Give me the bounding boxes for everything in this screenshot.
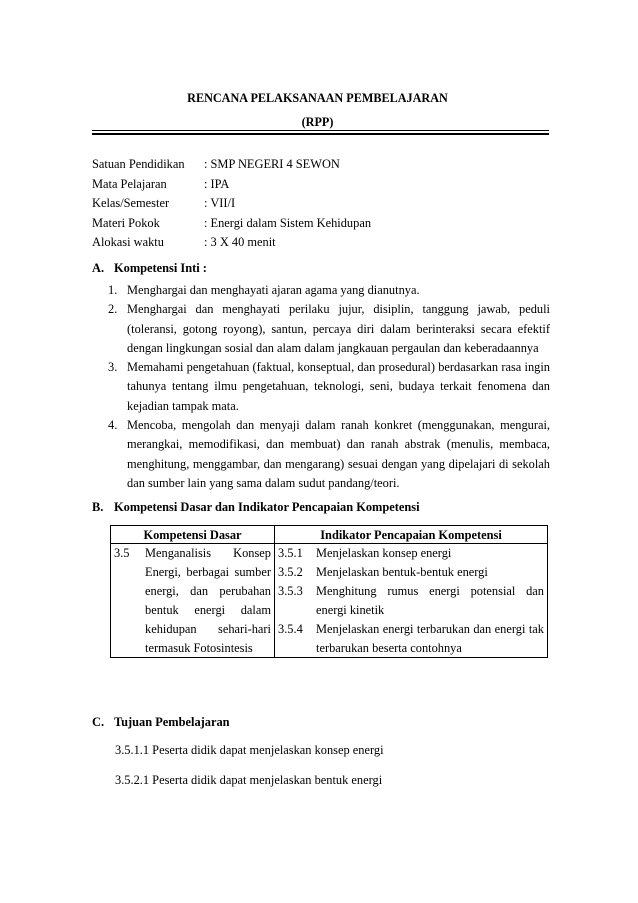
section-title: Kompetensi Inti : — [114, 261, 207, 275]
list-item — [108, 281, 550, 300]
info-label: Materi Pokok — [92, 215, 160, 230]
list-number: 1. — [108, 283, 118, 297]
table-cell-indikator — [278, 544, 544, 658]
competency-table — [110, 525, 548, 658]
list-item — [108, 300, 550, 358]
indicator-code: 3.5.3 — [278, 584, 303, 598]
table-cell-kompetensi-dasar — [114, 544, 271, 658]
indicator-item — [278, 620, 544, 658]
indicator-text: Menjelaskan konsep energi — [316, 546, 452, 560]
list-number: 3. — [108, 360, 118, 375]
indicator-code: 3.5.1 — [278, 546, 303, 560]
kd-code: 3.5 — [114, 546, 130, 560]
section-b-heading — [92, 500, 420, 515]
section-a-heading — [92, 261, 207, 276]
info-row — [92, 194, 552, 214]
title-rule-thick — [92, 133, 549, 135]
document-subtitle: (RPP) — [301, 115, 334, 129]
list-text: Menghargai dan menghayati perilaku jujur, disiplin, tanggung jawab, peduli (toleransi, gotong royong), santun, percaya diri dalam berinteraksi secara efektif dengan lingkungan sosial dan alam dalam jangkauan pergaulan dan keberadaannya — [127, 302, 550, 355]
info-label: Satuan Pendidikan — [92, 157, 185, 171]
list-text: Memahami pengetahuan (faktual, konseptual, dan prosedural) berdasarkan rasa ingin tahunya tentang ilmu pengetahuan, teknologi, seni, budaya terkait fenomena dan kejadian tampak mata. — [127, 360, 550, 413]
info-value: : 3 X 40 menit — [204, 235, 276, 250]
section-letter: B. — [92, 500, 104, 514]
identity-block — [92, 155, 552, 253]
kompetensi-inti-list — [108, 281, 550, 493]
info-row — [92, 214, 552, 234]
list-number: 4. — [108, 418, 118, 433]
list-item — [108, 416, 550, 493]
list-item — [108, 358, 550, 416]
indicator-code: 3.5.2 — [278, 565, 303, 579]
info-label: Kelas/Semester — [92, 196, 170, 211]
indicator-item — [278, 582, 544, 620]
section-letter: A. — [92, 261, 105, 275]
info-value: : IPA — [204, 176, 230, 191]
kd-text: Menganalisis Konsep Energi, berbagai sumber energi, dan perubahan bentuk energi dalam kehidupan sehari-hari termasuk Fotosintesis — [145, 546, 271, 655]
indicator-code: 3.5.4 — [278, 622, 303, 636]
document-title: RENCANA PELAKSANAAN PEMBELAJARAN — [187, 91, 448, 105]
indicator-text: Menjelaskan bentuk-bentuk energi — [316, 565, 488, 579]
info-row — [92, 155, 552, 175]
info-label: Mata Pelajaran — [92, 176, 167, 191]
learning-objective: 3.5.1.1 Peserta didik dapat menjelaskan konsep energi — [115, 743, 384, 757]
section-title: Tujuan Pembelajaran — [114, 715, 230, 729]
indicator-item — [278, 563, 544, 582]
info-value: : Energi dalam Sistem Kehidupan — [204, 215, 372, 230]
table-column-divider — [274, 526, 275, 657]
list-text: Mencoba, mengolah dan menyaji dalam ranah konkret (menggunakan, mengurai, merangkai, memodifikasi, dan membuat) dan ranah abstrak (menulis, membaca, menghitung, menggambar, dan mengarang) sesuai dengan yang dipelajari di sekolah dan sumber lain yang sama dalam sudut pandang/teori. — [127, 418, 550, 490]
title-rule-thin — [92, 130, 549, 131]
info-row — [92, 175, 552, 195]
list-number: 2. — [108, 302, 118, 317]
info-row — [92, 233, 552, 253]
info-value: : VII/I — [204, 196, 236, 211]
info-label: Alokasi waktu — [92, 235, 164, 250]
section-c-heading — [92, 715, 230, 730]
table-header-indikator: Indikator Pencapaian Kompetensi — [320, 528, 502, 542]
indicator-item — [278, 544, 544, 563]
list-text: Menghargai dan menghayati ajaran agama yang dianutnya. — [127, 283, 420, 297]
indicator-text: Menjelaskan energi terbarukan dan energi tak terbarukan beserta contohnya — [316, 622, 544, 655]
indicator-text: Menghitung rumus energi potensial dan energi kinetik — [316, 584, 544, 617]
section-letter: C. — [92, 715, 105, 729]
table-header-kompetensi-dasar: Kompetensi Dasar — [143, 528, 242, 542]
learning-objective: 3.5.2.1 Peserta didik dapat menjelaskan bentuk energi — [115, 773, 383, 787]
section-title: Kompetensi Dasar dan Indikator Pencapaian Kompetensi — [114, 500, 420, 514]
info-value: : SMP NEGERI 4 SEWON — [204, 157, 340, 171]
